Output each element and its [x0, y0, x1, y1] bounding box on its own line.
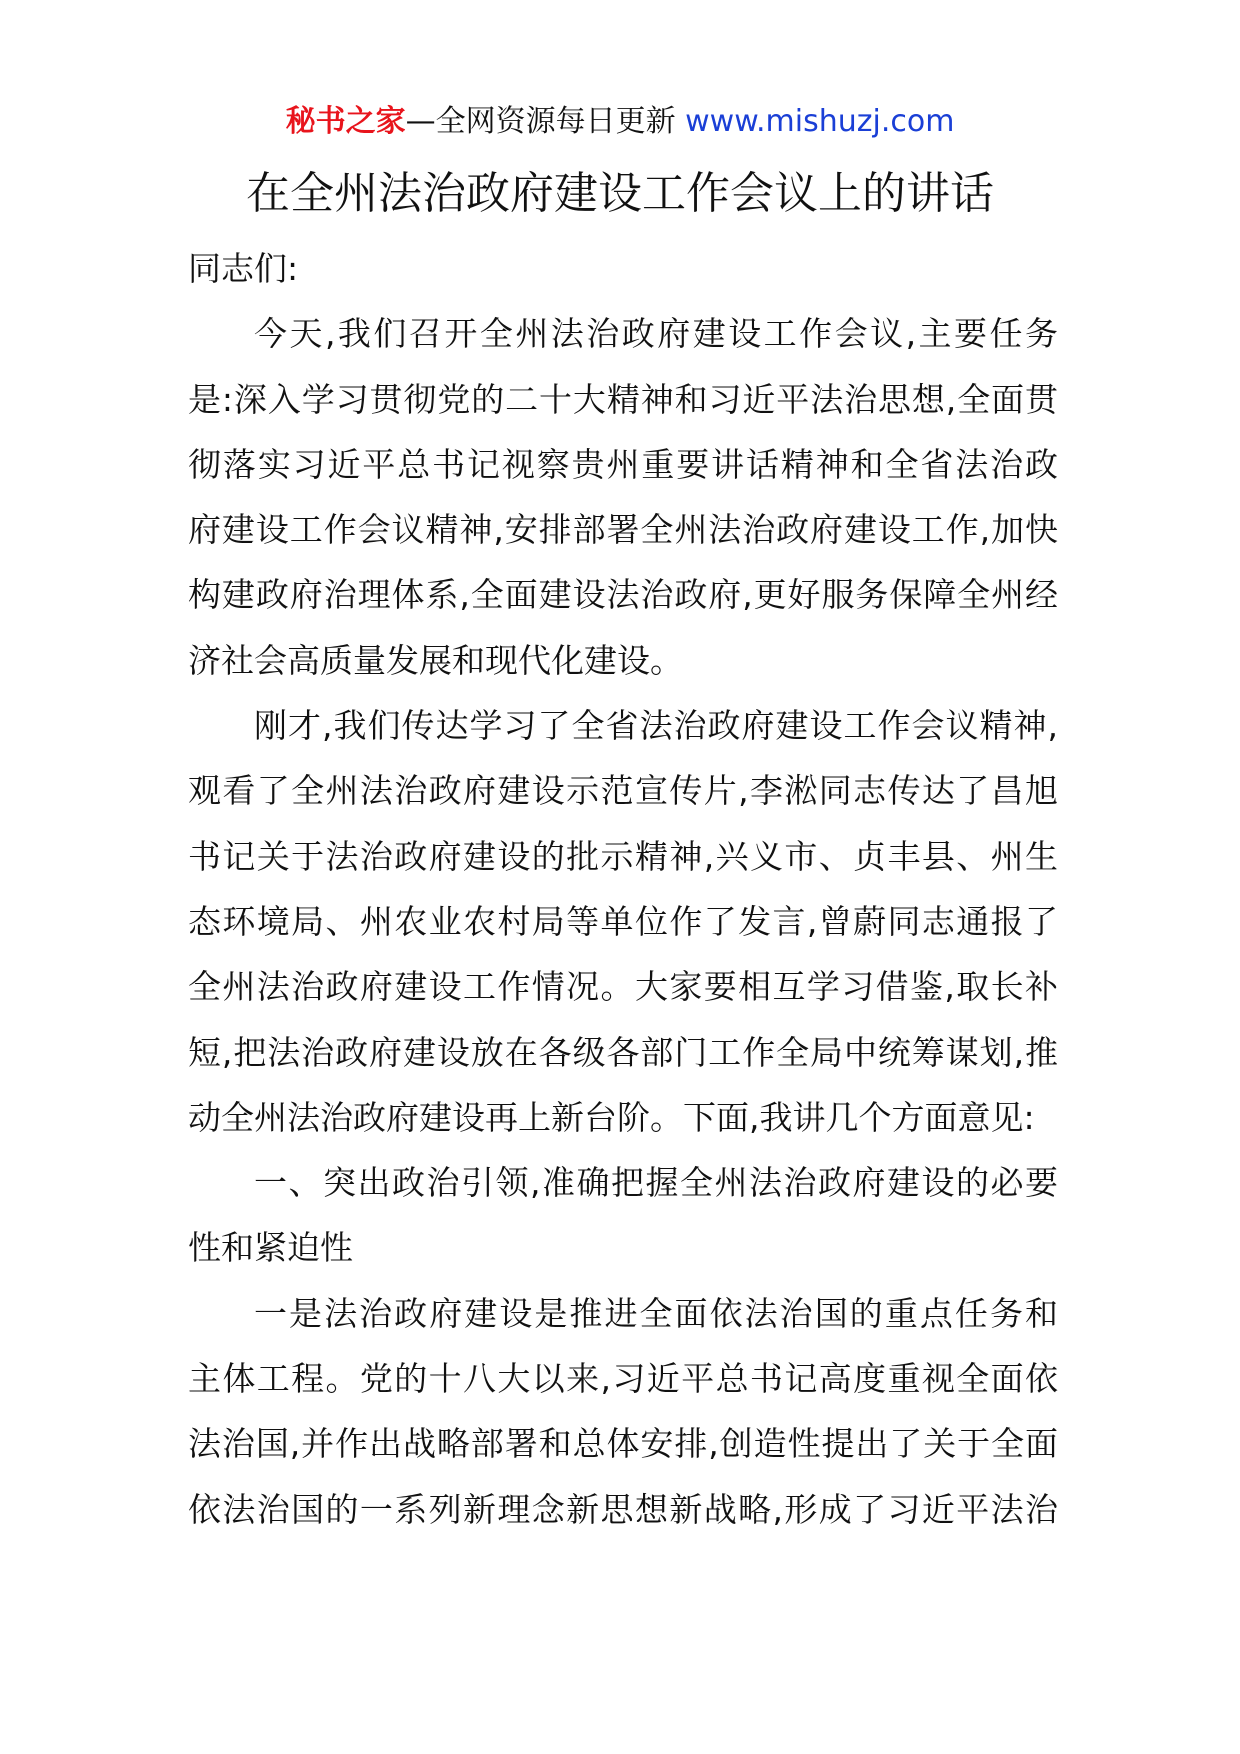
text-line: 是:深入学习贯彻党的二十大精神和习近平法治思想,全面贯 [188, 379, 1058, 419]
text-line: 彻落实习近平总书记视察贵州重要讲话精神和全省法治政 [188, 444, 1058, 484]
text-line: 书记关于法治政府建设的批示精神,兴义市、贞丰县、州生 [188, 836, 1058, 876]
text-line: 济社会高质量发展和现代化建设。 [188, 640, 683, 680]
site-url-link[interactable]: www.mishuzj.com [685, 104, 955, 139]
text-line: 法治国,并作出战略部署和总体安排,创造性提出了关于全面 [188, 1424, 1058, 1464]
text-line: 一是法治政府建设是推进全面依法治国的重点任务和 [254, 1293, 1058, 1333]
section-heading-line: 性和紧迫性 [188, 1228, 353, 1268]
speech-body [188, 236, 1058, 1542]
section-heading-line: 一、突出政治引领,准确把握全州法治政府建设的必要 [254, 1163, 1058, 1203]
brand-name: 秘书之家 [285, 104, 406, 139]
site-header [0, 100, 1240, 144]
salutation-line: 同志们: [188, 249, 299, 288]
text-line: 全州法治政府建设工作情况。大家要相互学习借鉴,取长补 [188, 967, 1058, 1007]
text-line: 态环境局、州农业农村局等单位作了发言,曾蔚同志通报了 [188, 901, 1058, 941]
text-line: 府建设工作会议精神,安排部署全州法治政府建设工作,加快 [188, 510, 1058, 550]
text-line: 依法治国的一系列新理念新思想新战略,形成了习近平法治 [188, 1489, 1058, 1529]
text-line: 主体工程。党的十八大以来,习近平总书记高度重视全面依 [188, 1359, 1058, 1399]
text-line: 今天,我们召开全州法治政府建设工作会议,主要任务 [254, 314, 1058, 354]
text-line: 构建政府治理体系,全面建设法治政府,更好服务保障全州经 [188, 575, 1058, 615]
text-line: 刚才,我们传达学习了全省法治政府建设工作会议精神, [254, 706, 1058, 746]
document-title: 在全州法治政府建设工作会议上的讲话 [246, 168, 994, 219]
text-line: 短,把法治政府建设放在各级各部门工作全局中统筹谋划,推 [188, 1032, 1058, 1072]
text-line: 动全州法治政府建设再上新台阶。下面,我讲几个方面意见: [188, 1097, 1035, 1137]
text-line: 观看了全州法治政府建设示范宣传片,李淞同志传达了昌旭 [188, 771, 1058, 811]
header-slogan: —全网资源每日更新 [405, 104, 686, 139]
